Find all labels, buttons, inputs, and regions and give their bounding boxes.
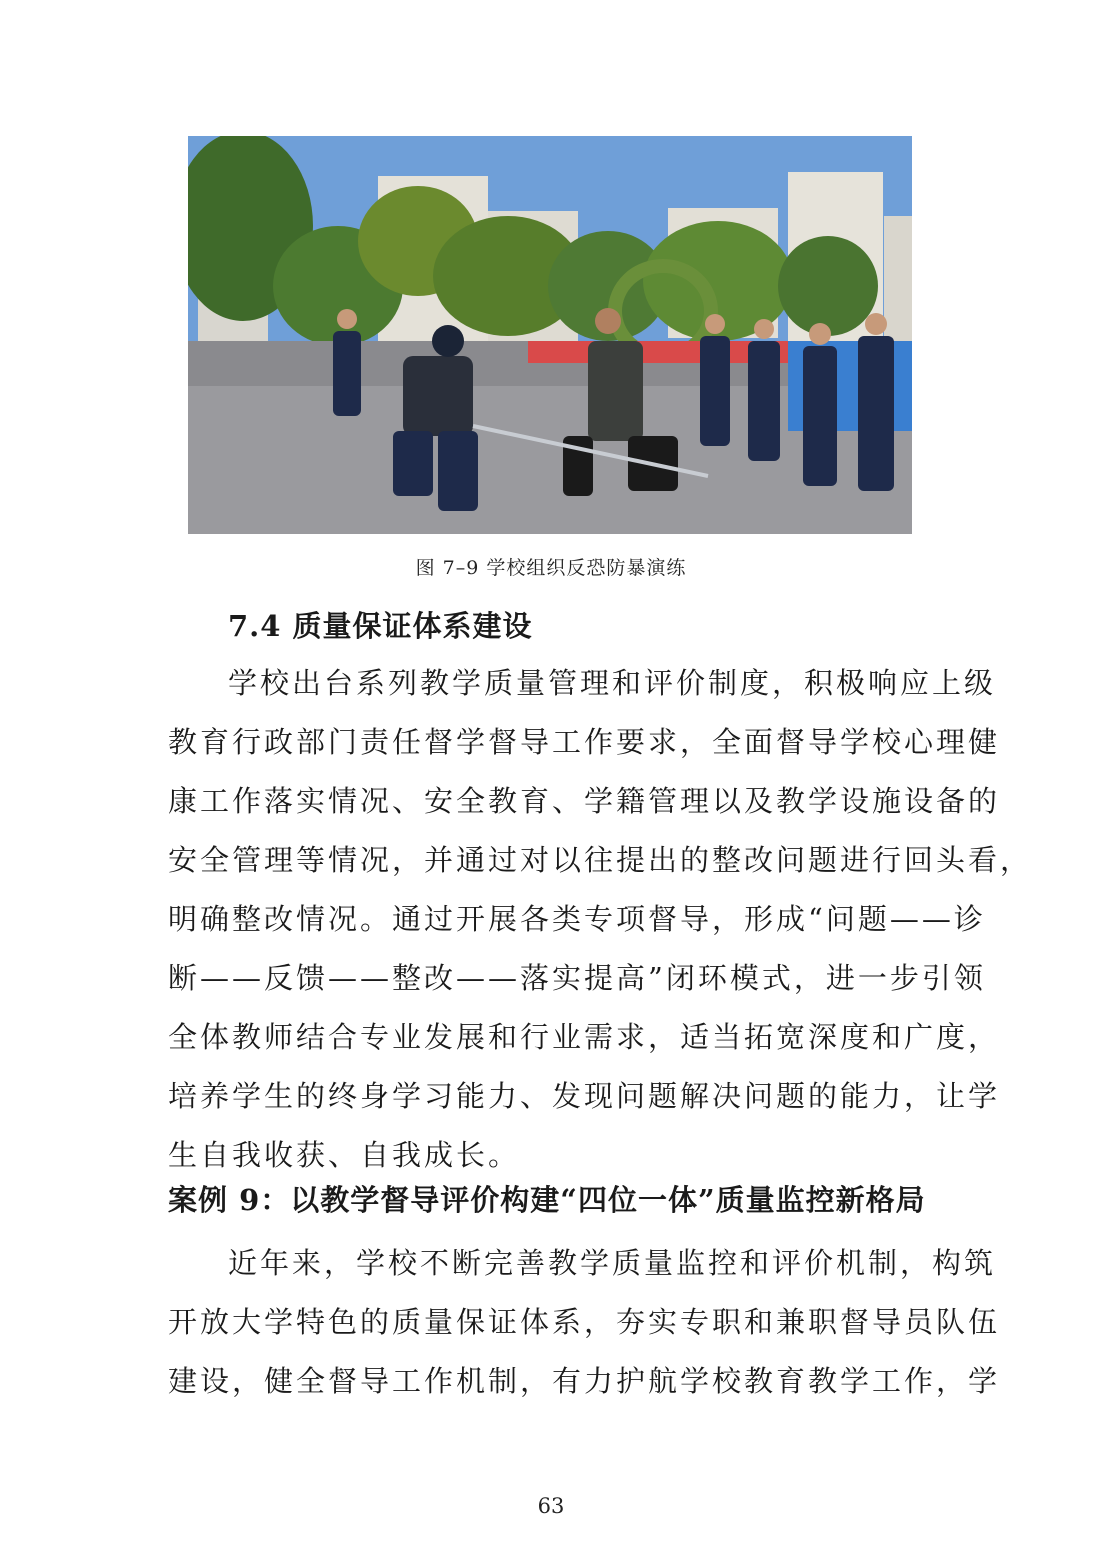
section-paragraph xyxy=(168,654,1032,1185)
paragraph-line: 学校出台系列教学质量管理和评价制度，积极响应上级 xyxy=(228,666,997,700)
drill-photo-illustration xyxy=(188,136,912,534)
paragraph-line: 近年来，学校不断完善教学质量监控和评价机制，构筑 xyxy=(228,1246,997,1280)
paragraph-line: 康工作落实情况、安全教育、学籍管理以及教学设施设备的 xyxy=(168,784,1001,818)
drill-photo xyxy=(188,136,912,534)
case-heading: 案例 9：以教学督导评价构建“四位一体”质量监控新格局 xyxy=(168,1183,926,1217)
figure-caption: 图 7–9 学校组织反恐防暴演练 xyxy=(415,557,687,579)
paragraph-line: 生自我收获、自我成长。 xyxy=(168,1138,521,1172)
paragraph-line: 安全管理等情况，并通过对以往提出的整改问题进行回头看， xyxy=(168,843,1033,877)
paragraph-line: 明确整改情况。通过开展各类专项督导，形成“问题——诊 xyxy=(168,902,986,936)
paragraph-line: 培养学生的终身学习能力、发现问题解决问题的能力，让学 xyxy=(168,1079,1001,1113)
page-number: 63 xyxy=(537,1494,565,1518)
paragraph-line: 全体教师结合专业发展和行业需求，适当拓宽深度和广度， xyxy=(168,1020,1001,1054)
paragraph-line: 教育行政部门责任督学督导工作要求，全面督导学校心理健 xyxy=(168,725,1001,759)
paragraph-line: 开放大学特色的质量保证体系，夯实专职和兼职督导员队伍 xyxy=(168,1305,1001,1339)
paragraph-line: 断——反馈——整改——落实提高”闭环模式，进一步引领 xyxy=(168,961,986,995)
case-paragraph xyxy=(168,1234,1000,1411)
paragraph-line: 建设，健全督导工作机制，有力护航学校教育教学工作，学 xyxy=(168,1364,1001,1398)
section-heading: 7.4 质量保证体系建设 xyxy=(228,609,533,643)
